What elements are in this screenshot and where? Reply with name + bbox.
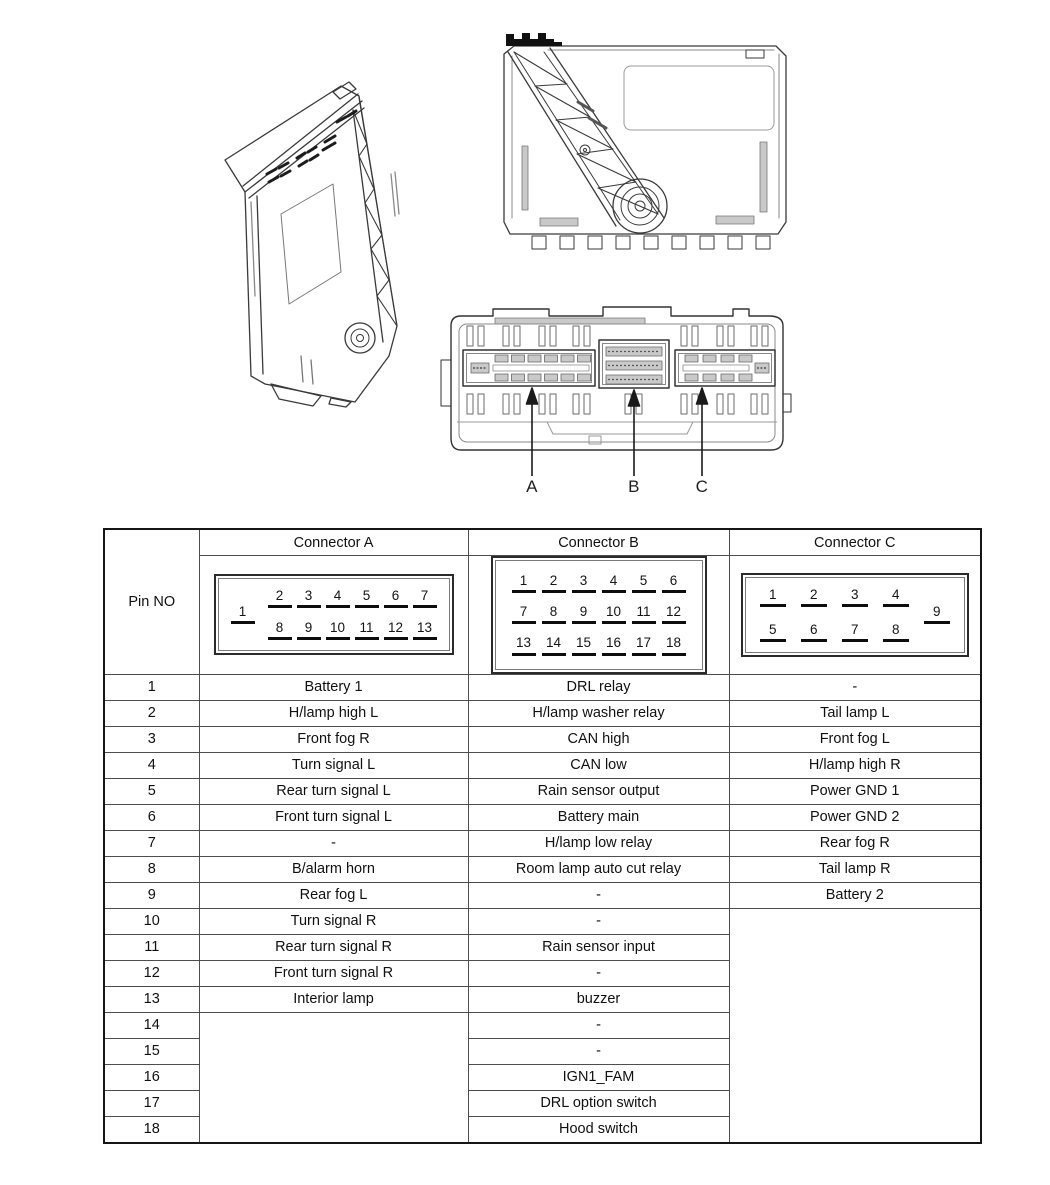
- pin-number-cell: 3: [104, 726, 199, 752]
- connector-a-callout-label: A: [526, 477, 538, 496]
- pin-number-cell: 16: [104, 1064, 199, 1090]
- pin-slot: 2: [268, 589, 292, 608]
- pin-slot: 3: [297, 589, 321, 608]
- pin-number-cell: 9: [104, 882, 199, 908]
- connector-b-header-cell: Connector B: [468, 529, 729, 556]
- connector-b-signal-cell: -: [468, 882, 729, 908]
- pin-slot: 4: [883, 588, 909, 607]
- connector-c-signal-cell: Tail lamp L: [729, 700, 981, 726]
- connector-b-signal-cell: Rain sensor input: [468, 934, 729, 960]
- pin-slot: 14: [542, 636, 566, 655]
- connector-a-header-cell: Connector A: [199, 529, 468, 556]
- pin-number-cell: 13: [104, 986, 199, 1012]
- pin-slot: 10: [602, 605, 626, 624]
- pin-slot: 1: [760, 588, 786, 607]
- table-row: [104, 882, 981, 908]
- table-row: [104, 856, 981, 882]
- table-row: [104, 752, 981, 778]
- table-row: [104, 700, 981, 726]
- pin-number-cell: 14: [104, 1012, 199, 1038]
- pin-slot: 7: [512, 605, 536, 624]
- connector-c-signal-cell: Tail lamp R: [729, 856, 981, 882]
- pin-slot: 5: [355, 589, 379, 608]
- pin-assignment-table: [103, 528, 982, 1144]
- connector-a-signal-cell: Turn signal R: [199, 908, 468, 934]
- pin-slot: 8: [883, 623, 909, 642]
- pin-slot: 6: [384, 589, 408, 608]
- table-row: [104, 674, 981, 700]
- module-side-illustration: [488, 22, 798, 260]
- pin-slot: 5: [632, 574, 656, 593]
- table-row: [104, 726, 981, 752]
- connector-b-signal-cell: IGN1_FAM: [468, 1064, 729, 1090]
- connector-b-cavity: [599, 340, 669, 388]
- table-row: [104, 778, 981, 804]
- pin-slot: 3: [572, 574, 596, 593]
- pin-number-cell: 7: [104, 830, 199, 856]
- connector-a-signal-cell: Rear turn signal L: [199, 778, 468, 804]
- connector-a-pin-diagram: [199, 556, 468, 675]
- connector-a-signal-cell: H/lamp high L: [199, 700, 468, 726]
- connector-a-empty-merged-cell: [199, 1012, 468, 1143]
- connector-b-signal-cell: CAN low: [468, 752, 729, 778]
- connector-a-signal-cell: Turn signal L: [199, 752, 468, 778]
- table-header-row: [104, 529, 981, 556]
- connector-c-header-cell: Connector C: [729, 529, 981, 556]
- pin-slot: 6: [662, 574, 686, 593]
- pin-slot: 13: [512, 636, 536, 655]
- pin-slot: 17: [632, 636, 656, 655]
- pin-slot: 10: [326, 621, 350, 640]
- pin-number-cell: 1: [104, 674, 199, 700]
- pin-slot: 9: [297, 621, 321, 640]
- connector-c-signal-cell: H/lamp high R: [729, 752, 981, 778]
- connector-a-signal-cell: Rear turn signal R: [199, 934, 468, 960]
- connector-a-signal-cell: -: [199, 830, 468, 856]
- pin-diagram-row: [104, 556, 981, 675]
- pin-slot: 13: [413, 621, 437, 640]
- connector-b-signal-cell: -: [468, 1038, 729, 1064]
- pin-slot: 8: [542, 605, 566, 624]
- pin-slot: 2: [801, 588, 827, 607]
- pin-number-cell: 2: [104, 700, 199, 726]
- connector-b-signal-cell: CAN high: [468, 726, 729, 752]
- pin-slot: 7: [413, 589, 437, 608]
- pin-slot: 1: [512, 574, 536, 593]
- connector-b-signal-cell: DRL option switch: [468, 1090, 729, 1116]
- pin-slot: 6: [801, 623, 827, 642]
- pin-number-cell: 12: [104, 960, 199, 986]
- connector-a-signal-cell: Rear fog L: [199, 882, 468, 908]
- connector-b-signal-cell: -: [468, 908, 729, 934]
- table-row: [104, 830, 981, 856]
- pin-slot: 15: [572, 636, 596, 655]
- connector-c-callout-label: C: [695, 477, 709, 496]
- connector-face-illustration: [437, 298, 807, 503]
- connector-b-signal-cell: buzzer: [468, 986, 729, 1012]
- pin-number-cell: 18: [104, 1116, 199, 1143]
- pin-number-cell: 5: [104, 778, 199, 804]
- pin-no-header-cell: Pin NO: [104, 529, 199, 674]
- connector-c-signal-cell: -: [729, 674, 981, 700]
- pin-slot: 16: [602, 636, 626, 655]
- connector-b-signal-cell: Battery main: [468, 804, 729, 830]
- connector-c-pin-diagram: [729, 556, 981, 675]
- pin-number-cell: 4: [104, 752, 199, 778]
- connector-c-signal-cell: Power GND 2: [729, 804, 981, 830]
- connector-b-signal-cell: -: [468, 1012, 729, 1038]
- module-isometric-illustration: [205, 56, 415, 408]
- connector-b-pin-diagram: [468, 556, 729, 675]
- connector-b-signal-cell: H/lamp low relay: [468, 830, 729, 856]
- pin-slot: 9: [924, 605, 950, 624]
- connector-a-signal-cell: Front turn signal L: [199, 804, 468, 830]
- pin-slot: 18: [662, 636, 686, 655]
- connector-c-signal-cell: Rear fog R: [729, 830, 981, 856]
- pin-slot: 7: [842, 623, 868, 642]
- connector-c-empty-merged-cell: [729, 908, 981, 1143]
- table-row: [104, 908, 981, 934]
- pin-number-cell: 11: [104, 934, 199, 960]
- pin-slot: 12: [662, 605, 686, 624]
- pin-number-cell: 8: [104, 856, 199, 882]
- connector-a-signal-cell: B/alarm horn: [199, 856, 468, 882]
- table-row: [104, 804, 981, 830]
- connector-c-signal-cell: Battery 2: [729, 882, 981, 908]
- connector-a-signal-cell: Front fog R: [199, 726, 468, 752]
- connector-a-signal-cell: Front turn signal R: [199, 960, 468, 986]
- pin-slot: 4: [602, 574, 626, 593]
- pin-slot: 2: [542, 574, 566, 593]
- connector-c-signal-cell: Power GND 1: [729, 778, 981, 804]
- pin-slot: 9: [572, 605, 596, 624]
- connector-a-signal-cell: Interior lamp: [199, 986, 468, 1012]
- connector-a-signal-cell: Battery 1: [199, 674, 468, 700]
- pin-number-cell: 17: [104, 1090, 199, 1116]
- pin-number-cell: 10: [104, 908, 199, 934]
- connector-b-signal-cell: H/lamp washer relay: [468, 700, 729, 726]
- pin-slot: 1: [231, 605, 255, 624]
- pin-slot: 11: [355, 621, 379, 640]
- pin-slot: 12: [384, 621, 408, 640]
- pin-slot: 5: [760, 623, 786, 642]
- pin-slot: 3: [842, 588, 868, 607]
- connector-b-signal-cell: Hood switch: [468, 1116, 729, 1143]
- connector-b-signal-cell: -: [468, 960, 729, 986]
- pin-slot: 4: [326, 589, 350, 608]
- pin-slot: 11: [632, 605, 656, 624]
- pin-number-cell: 6: [104, 804, 199, 830]
- connector-c-signal-cell: Front fog L: [729, 726, 981, 752]
- connector-b-callout-label: B: [628, 477, 640, 496]
- pin-number-cell: 15: [104, 1038, 199, 1064]
- connector-b-signal-cell: Room lamp auto cut relay: [468, 856, 729, 882]
- pin-slot: 8: [268, 621, 292, 640]
- connector-b-signal-cell: DRL relay: [468, 674, 729, 700]
- connector-b-signal-cell: Rain sensor output: [468, 778, 729, 804]
